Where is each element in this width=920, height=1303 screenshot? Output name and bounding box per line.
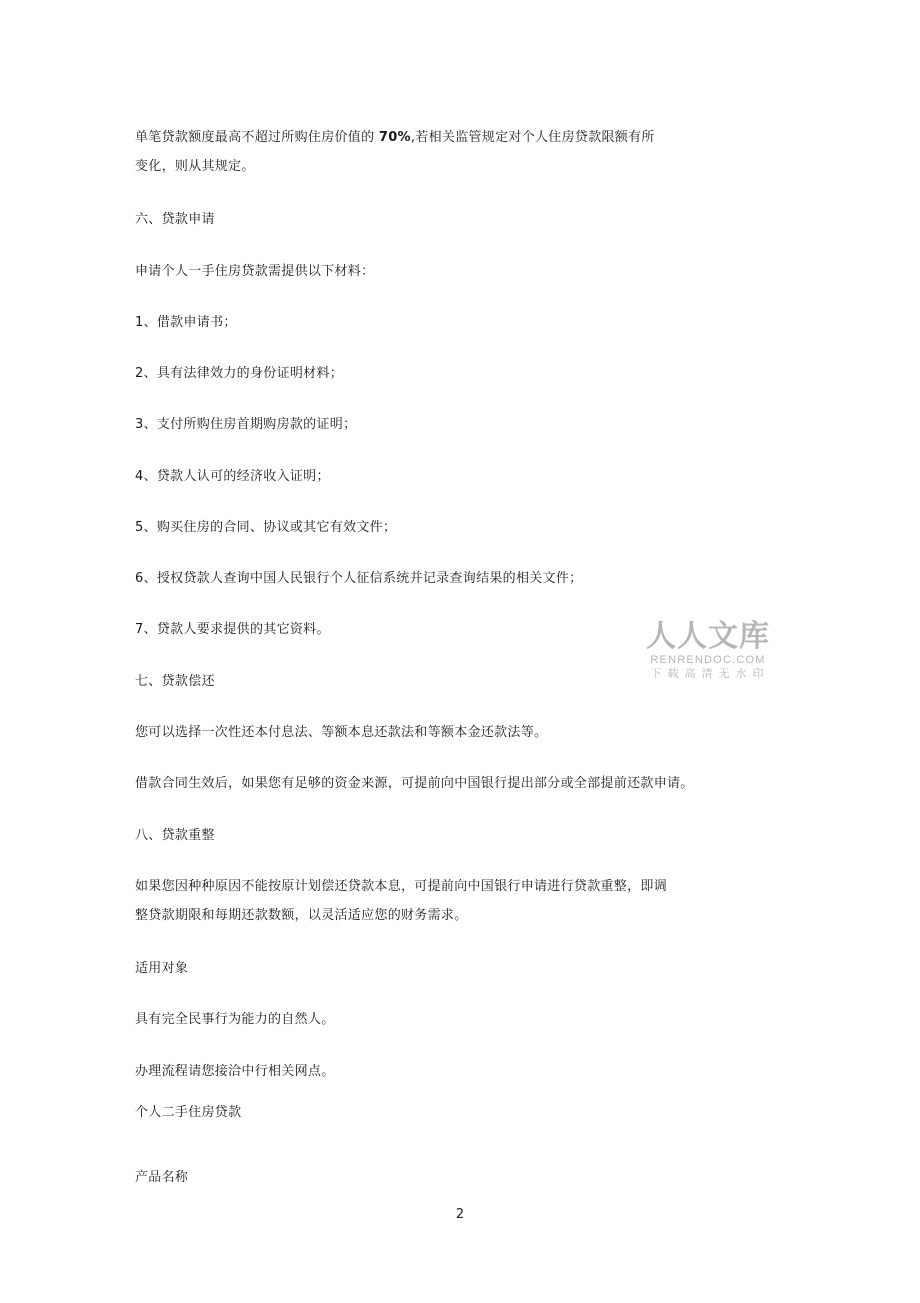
list-item: 1、借款申请书；	[135, 315, 237, 330]
list-item: 2、具有法律效力的身份证明材料；	[135, 366, 344, 381]
watermark-slogan: 下载高清无水印	[650, 667, 770, 680]
paragraph-loan-limit-line-1: 单笔贷款额度最高不超过所购住房价值的 70%,若相关监管规定对个人住房贷款限额有所	[135, 130, 655, 145]
paragraph-loan-limit-line-2: 变化，则从其规定。	[135, 159, 255, 174]
watermark-url: RENRENDOC.COM	[650, 654, 766, 666]
paragraph-early-repayment: 借款合同生效后，如果您有足够的资金来源，可提前向中国银行提出部分或全部提前还款申请。	[135, 776, 694, 791]
list-item: 5、购买住房的合同、协议或其它有效文件；	[135, 520, 397, 535]
list-item: 3、支付所购住房首期购房款的证明；	[135, 417, 357, 432]
section-heading-loan-application: 六、贷款申请	[135, 212, 215, 227]
paragraph-restructuring-line-2: 整贷款期限和每期还款数额，以灵活适应您的财务需求。	[135, 908, 468, 923]
list-item: 7、贷款人要求提供的其它资料。	[135, 622, 330, 637]
paragraph-process: 办理流程请您接洽中行相关网点。	[135, 1064, 335, 1079]
watermark-title: 人人文库	[646, 619, 770, 654]
paragraph-applicable-targets: 具有完全民事行为能力的自然人。	[135, 1012, 335, 1027]
list-item: 6、授权贷款人查询中国人民银行个人征信系统并记录查询结果的相关文件；	[135, 571, 583, 586]
list-item: 4、贷款人认可的经济收入证明；	[135, 469, 330, 484]
loan-ratio-value: 70%	[378, 130, 411, 145]
paragraph-restructuring-line-1: 如果您因种种原因不能按原计划偿还贷款本息，可提前向中国银行申请进行贷款重整，即调	[135, 879, 668, 894]
materials-intro: 申请个人一手住房贷款需提供以下材料：	[135, 264, 375, 279]
section-heading-loan-restructuring: 八、贷款重整	[135, 828, 215, 843]
page-number: 2	[455, 1207, 465, 1222]
heading-applicable-targets: 适用对象	[135, 961, 189, 976]
section-heading-loan-repayment: 七、贷款偿还	[135, 674, 215, 689]
heading-product-name: 产品名称	[135, 1170, 189, 1185]
paragraph-repayment-methods: 您可以选择一次性还本付息法、等额本息还款法和等额本金还款法等。	[135, 725, 548, 740]
watermark-logo	[644, 620, 772, 681]
heading-second-hand-housing-loan: 个人二手住房贷款	[135, 1105, 242, 1120]
